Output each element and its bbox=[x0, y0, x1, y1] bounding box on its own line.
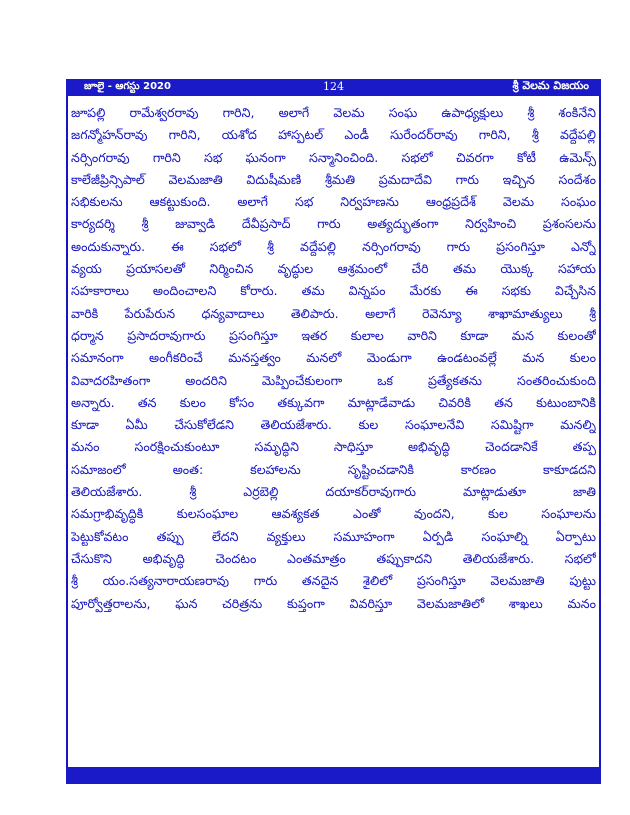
text-line: అందుకున్నారు. ఈ సభలో శ్రీ వద్దేపల్లి నర్సింగరావు గారు ప్రసంగిస్తూ ఎన్నో bbox=[71, 238, 596, 254]
text-line: శ్రీ యం.సత్యనారాయణరావు గారు తనదైన శైలిలో ప్రసంగిస్తూ వెలమజాతి పుట్టు bbox=[71, 573, 596, 589]
text-line: ధర్మాన ప్రసాదరావుగారు ప్రసంగిస్తూ ఇతర కులాల వారిని కూడా మన కులంతో bbox=[71, 327, 596, 343]
text-line: సమాజంలో అంత: కలహాలను సృష్టించడానికి కారణం కాకూడదని bbox=[71, 461, 596, 477]
text-line: సమానంగా అంగీకరించే మనస్తత్వం మనలో మెండుగా ఉండటంవల్లే మన కులం bbox=[71, 350, 596, 366]
text-line: నర్సింగరావు గారిని సభ ఘనంగా సన్మానించింది. సభలో చివరగా కోటీ ఉమెన్స్ bbox=[71, 149, 596, 165]
article-body bbox=[71, 102, 596, 615]
text-line: కాలేజీప్రిన్సిపాల్ వెలమజాతి విదుషీమణి శ్రీమతి ప్రమదాదేవి గారు ఇచ్చిన సందేశం bbox=[71, 171, 596, 187]
text-line: సహకారాలు అందించాలని కోరారు. తమ విన్నపం మేరకు ఈ సభకు విచ్చేసిన bbox=[71, 283, 596, 299]
text-line: వివాదరహితంగా అందరిని మెప్పించేకులంగా ఒక ప్రత్యేకతను సంతరించుకుంది bbox=[71, 372, 596, 388]
text-line: సభికులను ఆకట్టుకుంది. అలాగే సభ నిర్వహణను ఆంధ్రప్రదేశ్ వెలమ సంఘం bbox=[71, 194, 596, 210]
footer-bar bbox=[66, 767, 601, 784]
text-line: కార్యదర్శి శ్రీ జువ్వాడి దేవీప్రసాద్ గారు అత్యద్భుతంగా నిర్వహించి ప్రశంసలను bbox=[71, 216, 596, 232]
text-line: తెలియజేశారు. శ్రీ ఎర్రబెల్లి దయాకర్‌రావుగారు మాట్లాడుతూ జాతి bbox=[71, 484, 596, 500]
text-line: పెట్టుకోవటం తప్పు లేదని వ్యక్తులు సమూహంగా ఏర్పడి సంఘాల్ని ఏర్పాటు bbox=[71, 528, 596, 544]
issue-date: జూలై - ఆగస్టు 2020 bbox=[84, 81, 171, 92]
header-bar bbox=[66, 79, 601, 96]
text-line: వ్యయ ప్రయాసలతో నిర్మించిన వృద్ధుల ఆశ్రమంలో చేరి తమ యొక్క సహాయ bbox=[71, 261, 596, 277]
text-line: సమగ్రాభివృద్ధికి కులసంఘాల ఆవశ్యకత ఎంతో వుందని, కుల సంఘాలను bbox=[71, 506, 596, 522]
text-line: పూర్వోత్తరాలను, ఘన చరిత్రను కుప్తంగా వివరిస్తూ వెలమజాతిలో శాఖలు మనం bbox=[71, 595, 596, 611]
page-number: 124 bbox=[323, 80, 344, 93]
text-line: మనం సంరక్షించుకుంటూ సమృద్ధిని సాధిస్తూ అభివృద్ధి చెందడానికే తప్ప bbox=[71, 439, 596, 455]
text-line: వారికి పేరుపేరున ధన్యవాదాలు తెలిపారు. అలాగే రెవెన్యూ శాఖామాత్యులు శ్రీ bbox=[71, 305, 596, 321]
text-line: కూడా ఏమీ చేసుకోలేడని తెలియజేశారు. కుల సంఘాలనేవి సమిష్టిగా మనల్ని bbox=[71, 417, 596, 433]
text-line: జూపల్లి రామేశ్వరరావు గారిని, అలాగే వెలమ సంఘ ఉపాధ్యక్షులు శ్రీ శంకినేని bbox=[71, 105, 596, 120]
magazine-title: శ్రీ వెలమ విజయం bbox=[512, 79, 589, 92]
text-line: అన్నారు. తన కులం కోసం తక్కువగా మాట్లాడేవాడు చివరికి తన కుటుంబానికి bbox=[71, 394, 596, 410]
text-line: చేసుకొని అభివృద్ధి చెందటం ఎంతమాత్రం తప్పుకాదని తెలియజేశారు. సభలో bbox=[71, 550, 596, 566]
text-line: జగన్మోహన్‌రావు గారిని, యశోద హాస్పటల్ ఎండీ సురేందర్‌రావు గారిని, శ్రీ వద్దేపల్లి bbox=[71, 127, 596, 143]
